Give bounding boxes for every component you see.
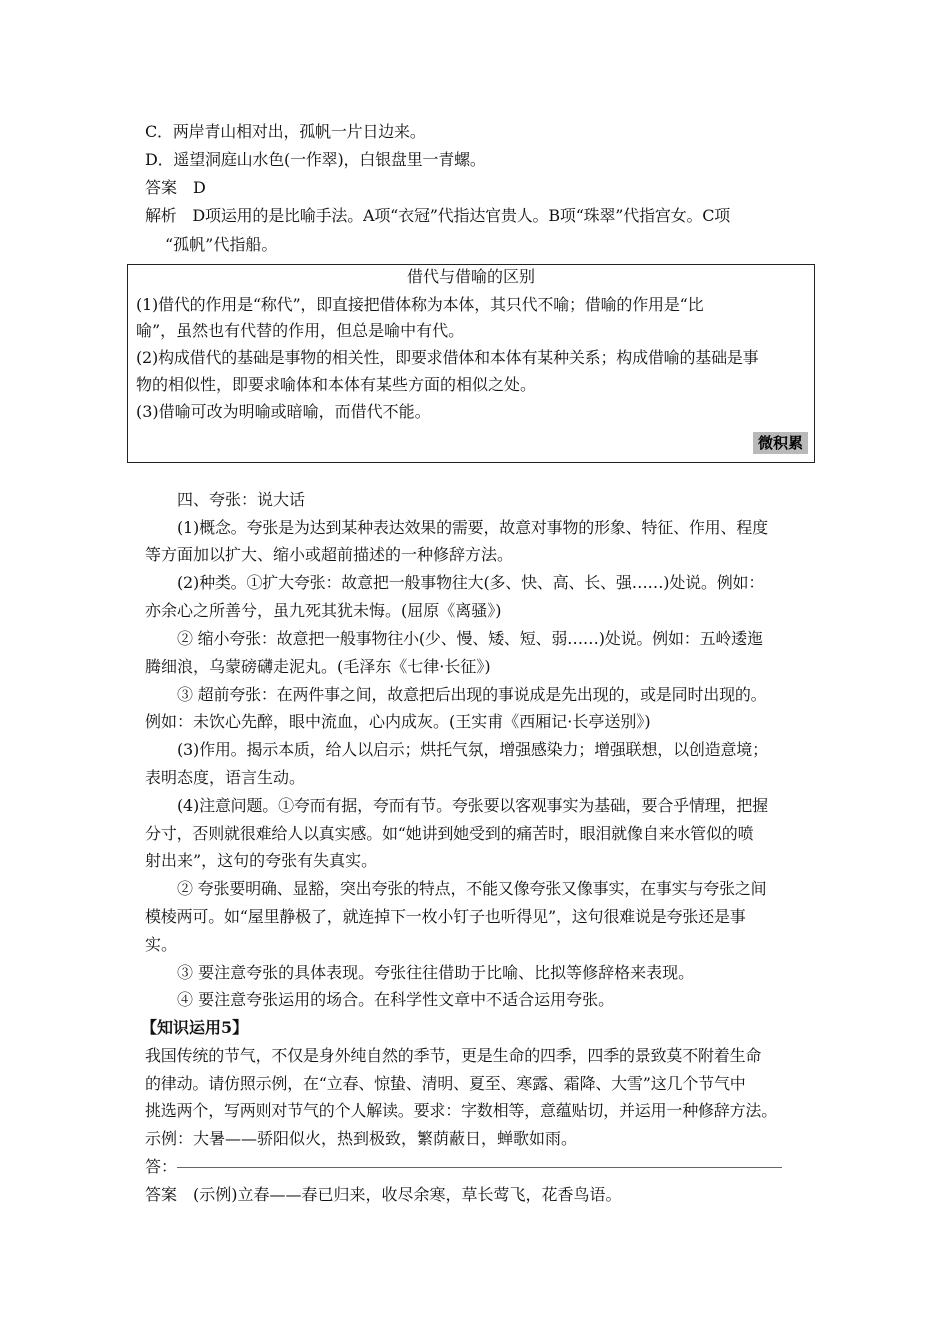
exercise-question-line-1: 我国传统的节气，不仅是身外纯自然的季节，更是生命的四季，四季的景致莫不附着生命 — [145, 1046, 762, 1065]
shrink-line-1: ② 缩小夸张：故意把一般事物往小(少、慢、矮、短、弱……)处说。例如：五岭逶迤 — [177, 629, 763, 648]
notice-line-2: 分寸，否则就很难给人以真实感。如“她讲到她受到的痛苦时，眼泪就像自来水管似的喷 — [145, 824, 754, 843]
note-box — [127, 264, 815, 463]
note-p2-line2: 物的相似性，即要求喻体和本体有某些方面的相似之处。 — [136, 375, 537, 394]
notice-line-3: 射出来”，这句的夸张有失真实。 — [145, 851, 378, 870]
concept-line-2: 等方面加以扩大、缩小或超前描述的一种修辞方法。 — [145, 545, 514, 564]
shrink-line-2: 腾细浪，乌蒙磅礴走泥丸。(毛泽东《七律·长征》) — [145, 657, 491, 676]
exercise-question-line-3: 挑选两个，写两则对节气的个人解读。要求：字数相等，意蕴贴切，并运用一种修辞方法。 — [145, 1101, 778, 1120]
option-d: D．遥望洞庭山水色(一作翠)，白银盘里一青螺。 — [145, 150, 486, 169]
effect-line-1: (3)作用。揭示本质，给人以启示；烘托气氛，增强感染力；增强联想，以创造意境； — [177, 740, 768, 759]
analysis-line-2: “孤帆”代指船。 — [165, 235, 278, 254]
ahead-line-1: ③ 超前夸张：在两件事之间，故意把后出现的事说成是先出现的，或是同时出现的。 — [177, 685, 767, 704]
answer-line-top: 答案 D — [145, 178, 206, 197]
concept-line-1: (1)概念。夸张是为达到某种表达效果的需要，故意对事物的形象、特征、作用、程度 — [177, 518, 768, 537]
kinds-line-2: 亦余心之所善兮，虽九死其犹未悔。(屈原《离骚》) — [145, 601, 502, 620]
clear-line-3: 实。 — [145, 935, 178, 954]
notice-line-1: (4)注意问题。①夸而有据，夸而有节。夸张要以客观事实为基础，要合乎情理，把握 — [177, 796, 768, 815]
occasion-line: ④ 要注意夸张运用的场合。在科学性文章中不适合运用夸张。 — [177, 990, 615, 1009]
exercise-tag: 【知识运用5】 — [141, 1018, 249, 1037]
clear-line-2: 模棱两可。如“屋里静极了，就连掉下一枚小钉子也听得见”，这句很难说是夸张还是事 — [145, 907, 746, 926]
exercise-example: 示例：大暑——骄阳似火，热到极致，繁荫蔽日，蝉歌如雨。 — [145, 1129, 578, 1148]
note-p3: (3)借喻可改为明喻或暗喻，而借代不能。 — [136, 402, 431, 421]
section4-heading: 四、夸张：说大话 — [177, 490, 306, 509]
analysis-line-1: 解析 D项运用的是比喻手法。A项“衣冠”代指达官贵人。B项“珠翠”代指宫女。C项 — [145, 206, 731, 225]
effect-line-2: 表明态度，语言生动。 — [145, 768, 306, 787]
option-c: C．两岸青山相对出，孤帆一片日边来。 — [145, 122, 426, 141]
note-p1-line1: (1)借代的作用是“称代”，即直接把借体称为本体，其只代不喻；借喻的作用是“比 — [136, 295, 704, 314]
answer-blank-line[interactable] — [177, 1167, 782, 1168]
note-p1-line2: 喻”，虽然也有代替的作用，但总是喻中有代。 — [136, 321, 465, 340]
exercise-question-line-2: 的律动。请仿照示例，在“立春、惊蛰、清明、夏至、寒露、霜降、大雪”这几个节气中 — [145, 1074, 746, 1093]
clear-line-1: ② 夸张要明确、显豁，突出夸张的特点，不能又像夸张又像事实，在事实与夸张之间 — [177, 879, 767, 898]
micro-accumulate-badge: 微积累 — [753, 432, 808, 454]
exercise-answer: 答案 (示例)立春——春已归来，收尽余寒，草长莺飞，花香鸟语。 — [145, 1185, 622, 1204]
form-line: ③ 要注意夸张的具体表现。夸张往往借助于比喻、比拟等修辞格来表现。 — [177, 963, 695, 982]
ahead-line-2: 例如：未饮心先醉，眼中流血，心内成灰。(王实甫《西厢记·长亭送别》) — [145, 712, 651, 731]
note-box-title: 借代与借喻的区别 — [406, 267, 535, 286]
kinds-line-1: (2)种类。①扩大夸张：故意把一般事物往大(多、快、高、长、强……)处说。例如： — [177, 573, 765, 592]
answer-label: 答： — [145, 1157, 178, 1176]
note-p2-line1: (2)构成借代的基础是事物的相关性，即要求借体和本体有某种关系；构成借喻的基础是事 — [136, 348, 759, 367]
